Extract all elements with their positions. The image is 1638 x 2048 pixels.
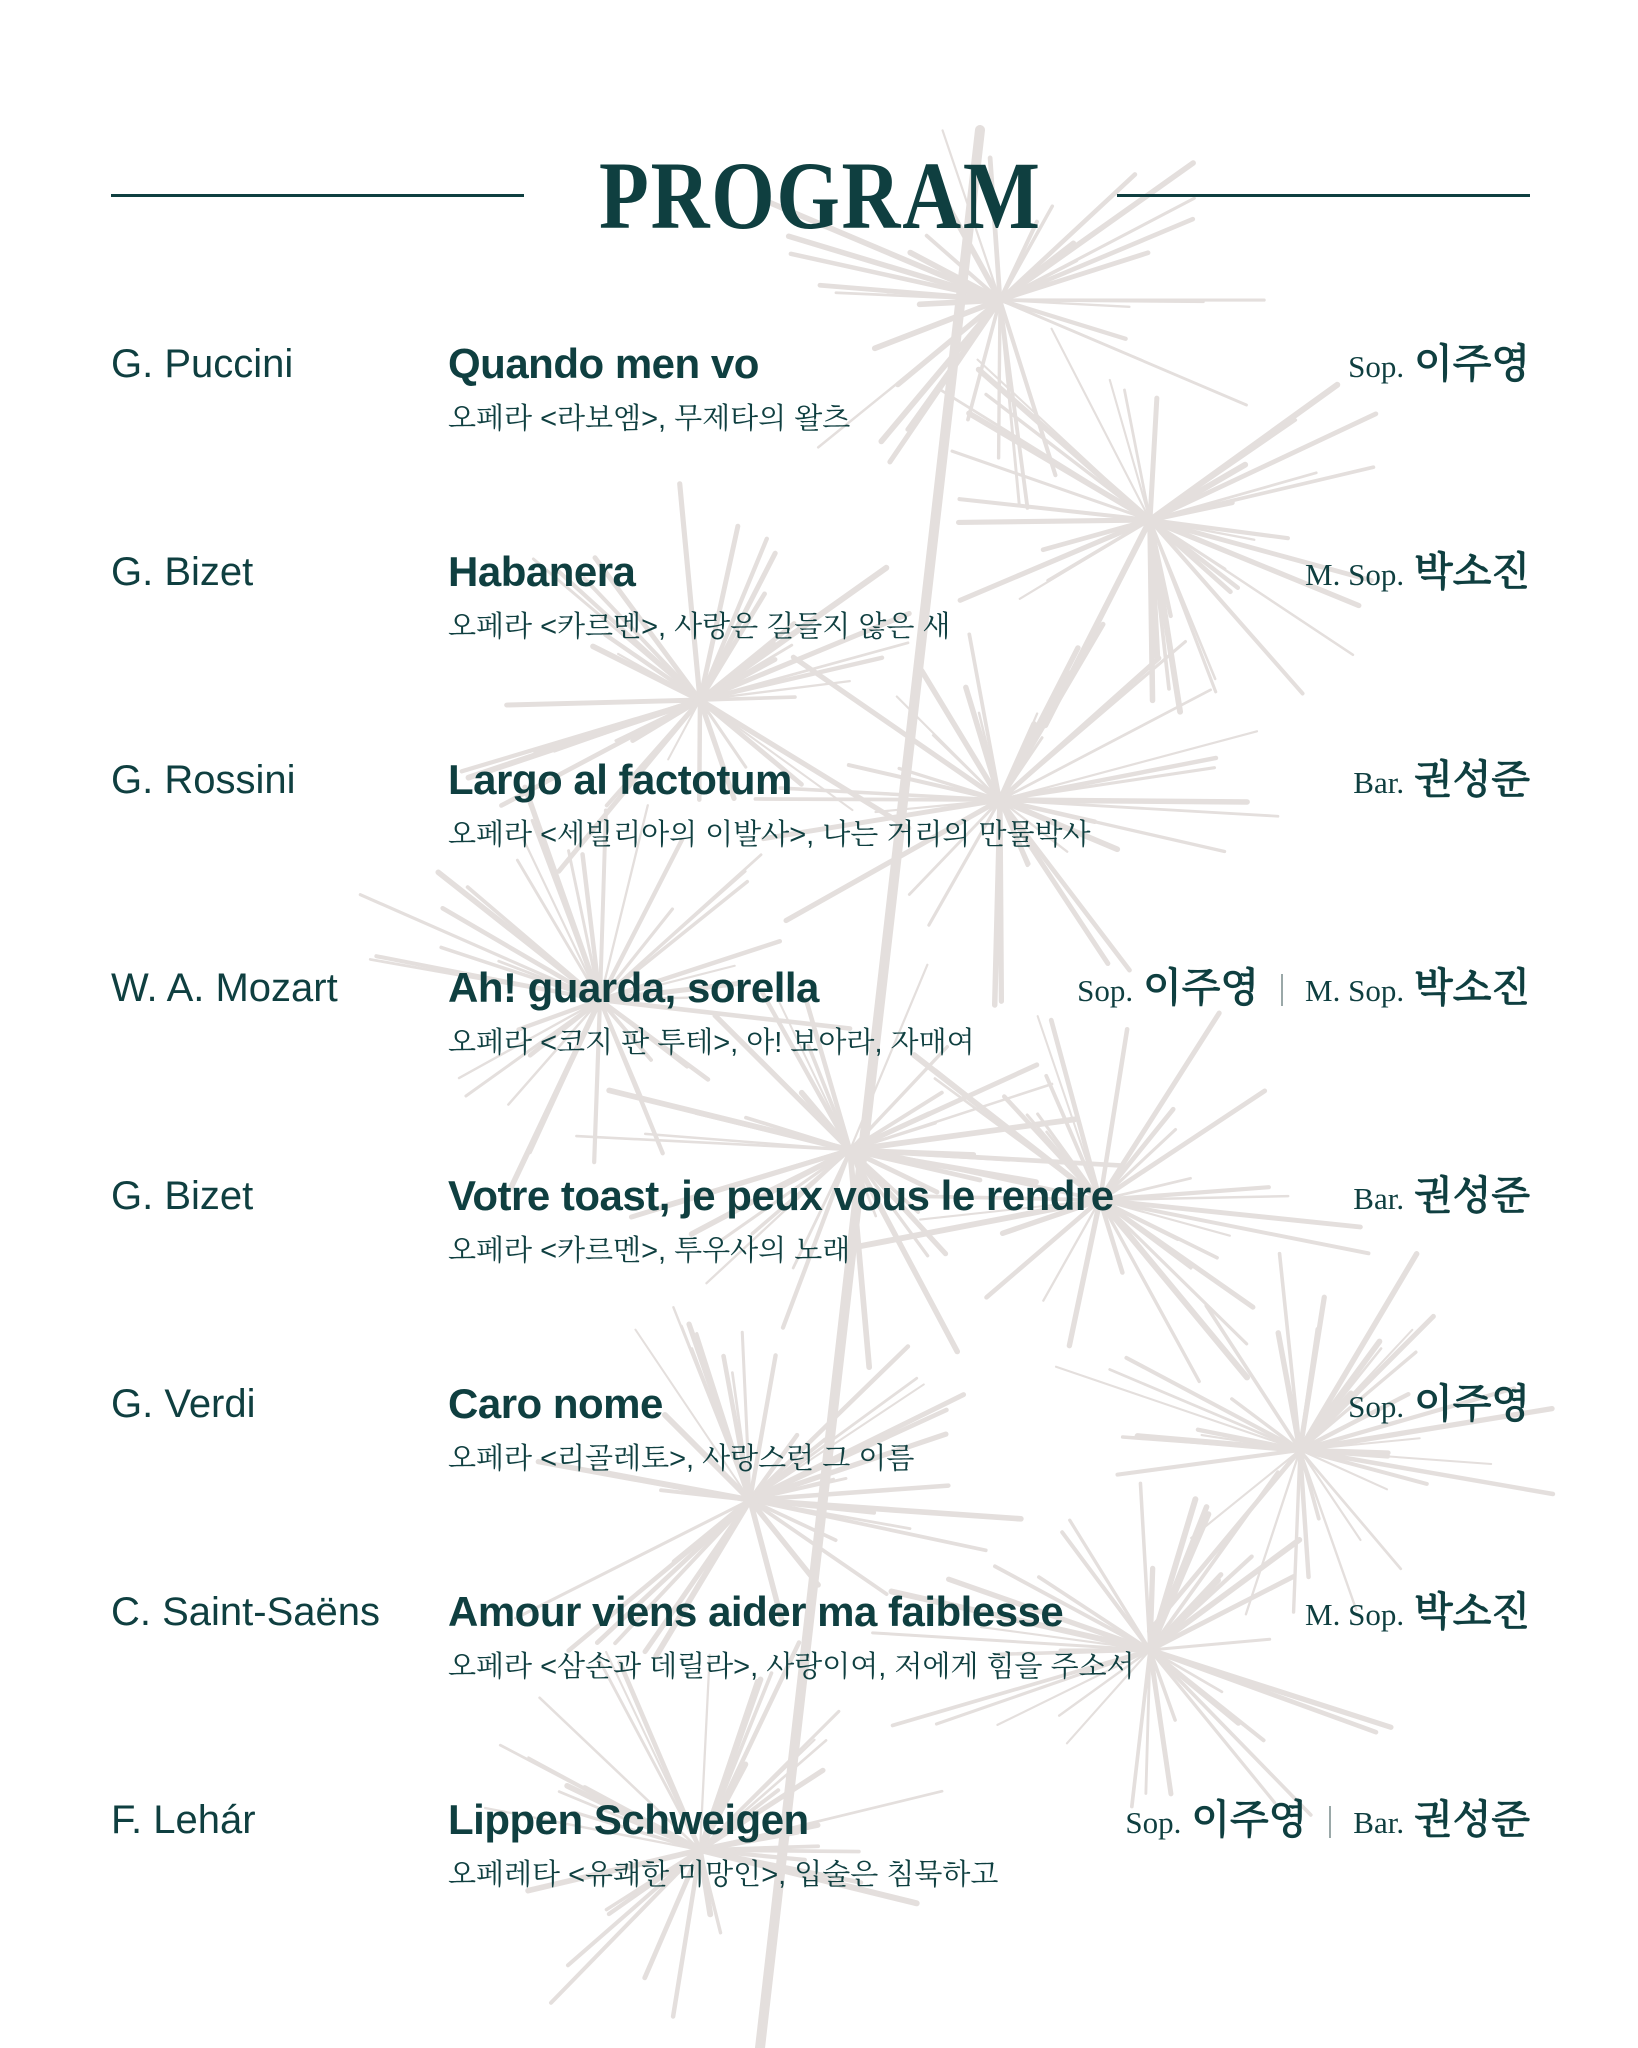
- program-item: [111, 1795, 1530, 1915]
- performer-name: 권성준: [1414, 758, 1530, 802]
- piece-title: Lippen Schweigen: [448, 1796, 809, 1843]
- performer-role: Sop.: [1348, 349, 1405, 384]
- program-header: [111, 130, 1530, 260]
- performers: [1305, 547, 1530, 600]
- performer-role: M. Sop.: [1305, 1597, 1405, 1632]
- program-item: [111, 547, 1530, 667]
- performer-name: 이주영: [1143, 966, 1260, 1010]
- performer-role: Sop.: [1077, 973, 1134, 1008]
- performer-name: 이주영: [1414, 342, 1530, 386]
- performer-role: Bar.: [1353, 1181, 1405, 1216]
- page-title: PROGRAM: [599, 141, 1042, 249]
- program-item: [111, 1379, 1530, 1499]
- performers: [1353, 1171, 1530, 1224]
- program-item: [111, 1171, 1530, 1291]
- performer-name: 박소진: [1414, 966, 1530, 1010]
- program-item: [111, 1587, 1530, 1707]
- performer-name: 박소진: [1414, 550, 1530, 594]
- piece-subtitle: 오페라 <삼손과 데릴라>, 사랑이여, 저에게 힘을 주소서: [448, 1651, 1135, 1683]
- piece-subtitle: 오페라 <세빌리아의 이발사>, 나는 거리의 만물박사: [448, 819, 1091, 851]
- piece-subtitle: 오페라 <카르멘>, 투우사의 노래: [448, 1235, 851, 1267]
- divider-left: [111, 194, 524, 197]
- program-item: [111, 963, 1530, 1083]
- performers: [1348, 1379, 1530, 1432]
- program-item: [111, 339, 1530, 459]
- performers: [1353, 755, 1530, 808]
- piece-subtitle: 오페라 <리골레토>, 사랑스런 그 이름: [448, 1443, 915, 1475]
- performers: [1125, 1795, 1530, 1848]
- pine-needle: [507, 700, 700, 705]
- pine-needle: [959, 520, 1150, 522]
- piece-subtitle: 오페라 <코지 판 투테>, 아! 보아라, 자매여: [448, 1027, 975, 1059]
- performer-role: M. Sop.: [1305, 973, 1405, 1008]
- performers: [1348, 339, 1530, 392]
- performer-role: Bar.: [1353, 765, 1405, 800]
- composer: G. Puccini: [111, 342, 294, 386]
- performer-name: 박소진: [1414, 1590, 1530, 1634]
- performer-role: Sop.: [1125, 1805, 1182, 1840]
- piece-title: Ah! guarda, sorella: [448, 964, 819, 1011]
- performer-role: M. Sop.: [1305, 557, 1405, 592]
- piece-subtitle: 오페레타 <유쾌한 미망인>, 입술은 침묵하고: [448, 1859, 999, 1891]
- performer-role: Bar.: [1353, 1805, 1405, 1840]
- program-item: [111, 755, 1530, 875]
- composer: F. Lehár: [111, 1798, 256, 1842]
- composer: C. Saint-Saëns: [111, 1590, 381, 1634]
- piece-subtitle: 오페라 <라보엠>, 무제타의 왈츠: [448, 403, 851, 435]
- performer-name: 이주영: [1191, 1798, 1308, 1842]
- performers: [1305, 1587, 1530, 1640]
- performer-name: 권성준: [1414, 1798, 1530, 1842]
- composer: G. Verdi: [111, 1382, 256, 1426]
- piece-title: Habanera: [448, 548, 636, 595]
- performer-name: 이주영: [1414, 1382, 1530, 1426]
- performer-role: Sop.: [1348, 1389, 1405, 1424]
- performers: [1077, 963, 1530, 1016]
- composer: G. Bizet: [111, 1174, 254, 1218]
- pine-needle: [1000, 300, 1203, 302]
- piece-title: Amour viens aider ma faiblesse: [448, 1588, 1064, 1635]
- performer-name: 권성준: [1414, 1174, 1530, 1218]
- composer: G. Rossini: [111, 758, 296, 802]
- piece-title: Votre toast, je peux vous le rendre: [448, 1172, 1114, 1219]
- composer: W. A. Mozart: [111, 966, 338, 1010]
- piece-title: Quando men vo: [448, 340, 759, 387]
- piece-subtitle: 오페라 <카르멘>, 사랑은 길들지 않은 새: [448, 611, 951, 643]
- piece-title: Caro nome: [448, 1380, 663, 1427]
- piece-title: Largo al factotum: [448, 756, 792, 803]
- performer-separator: [1329, 1806, 1331, 1838]
- composer: G. Bizet: [111, 550, 254, 594]
- performer-separator: [1281, 974, 1283, 1006]
- divider-right: [1117, 194, 1530, 197]
